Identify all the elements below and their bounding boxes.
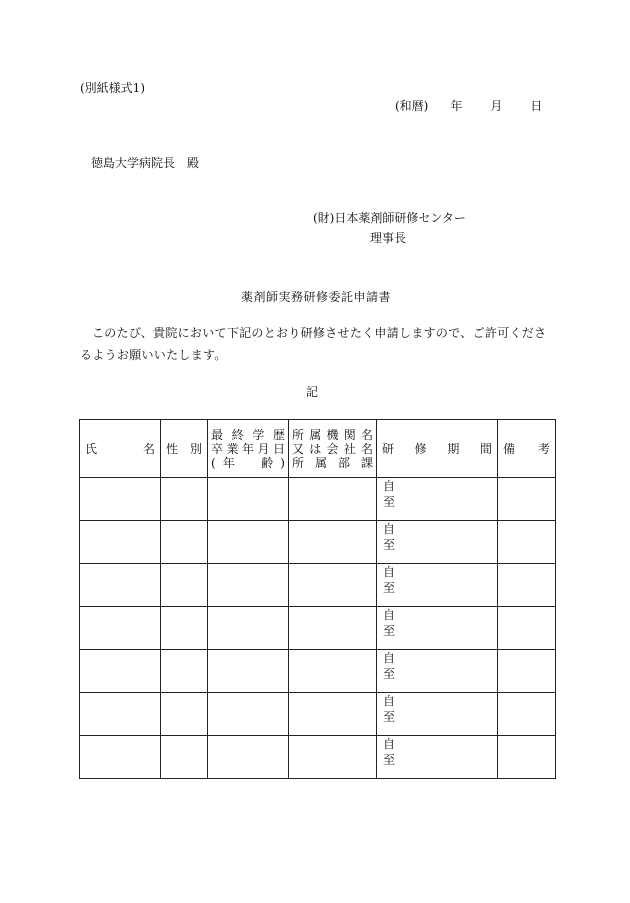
header-period-2: 修 [414, 442, 427, 456]
sex-cell[interactable] [161, 478, 208, 521]
affiliation-cell[interactable] [289, 650, 377, 693]
table-header-row [80, 420, 556, 478]
period-cell[interactable] [377, 478, 498, 521]
header-period-4: 間 [479, 442, 492, 456]
period-to-label: 至 [383, 581, 396, 595]
period-from-label: 自 [383, 694, 396, 708]
remarks-cell[interactable] [498, 564, 556, 607]
period-from-label: 自 [383, 522, 396, 536]
period-cell[interactable] [377, 564, 498, 607]
remarks-cell[interactable] [498, 478, 556, 521]
name-cell[interactable] [80, 607, 161, 650]
education-cell[interactable] [208, 478, 289, 521]
sex-cell[interactable] [161, 607, 208, 650]
header-sex [161, 420, 208, 478]
affiliation-cell[interactable] [289, 736, 377, 779]
period-from-label: 自 [383, 479, 396, 493]
sex-cell[interactable] [161, 736, 208, 779]
header-education-1: 最終学歴 [211, 427, 285, 442]
header-affiliation-1: 所属機関名 [292, 427, 373, 442]
period-cell[interactable] [377, 607, 498, 650]
header-remarks-1: 備 [503, 442, 516, 456]
date-year: 年 [450, 99, 463, 113]
period-to-label: 至 [383, 753, 396, 767]
affiliation-cell[interactable] [289, 521, 377, 564]
date-day: 日 [530, 99, 543, 113]
name-cell[interactable] [80, 564, 161, 607]
education-cell[interactable] [208, 736, 289, 779]
header-education-3: (年 齢) [211, 455, 285, 470]
table-row [80, 693, 556, 736]
table-body [80, 478, 556, 779]
header-period [377, 420, 498, 478]
period-cell[interactable] [377, 736, 498, 779]
period-cell[interactable] [377, 650, 498, 693]
remarks-cell[interactable] [498, 693, 556, 736]
addressee: 徳島大学病院長 殿 [91, 156, 200, 170]
period-cell[interactable] [377, 693, 498, 736]
date-month: 月 [490, 99, 503, 113]
period-to-label: 至 [383, 667, 396, 681]
header-sex-1: 性 [166, 442, 179, 456]
period-cell[interactable] [377, 521, 498, 564]
name-cell[interactable] [80, 521, 161, 564]
education-cell[interactable] [208, 650, 289, 693]
date-era: (和暦) [395, 99, 429, 113]
ki-label: 記 [306, 385, 319, 399]
sender-title: 理事長 [370, 231, 407, 245]
period-to-label: 至 [383, 495, 396, 509]
sex-cell[interactable] [161, 521, 208, 564]
header-sex-2: 別 [189, 442, 202, 456]
header-period-3: 期 [447, 442, 460, 456]
header-remarks [498, 420, 556, 478]
period-from-label: 自 [383, 651, 396, 665]
header-remarks-2: 考 [537, 442, 550, 456]
header-period-1: 研 [382, 442, 395, 456]
form-number-label: (別紙様式1) [80, 81, 145, 95]
education-cell[interactable] [208, 521, 289, 564]
remarks-cell[interactable] [498, 521, 556, 564]
name-cell[interactable] [80, 478, 161, 521]
table-row [80, 564, 556, 607]
header-affiliation-3: 所属部課 [292, 455, 373, 470]
remarks-cell[interactable] [498, 736, 556, 779]
header-education-2: 卒業年月日 [211, 441, 285, 456]
name-cell[interactable] [80, 736, 161, 779]
affiliation-cell[interactable] [289, 478, 377, 521]
header-affiliation-2: 又は会社名 [292, 441, 373, 456]
sex-cell[interactable] [161, 693, 208, 736]
education-cell[interactable] [208, 564, 289, 607]
header-name-1: 氏 [85, 442, 98, 456]
header-name [80, 420, 161, 478]
period-from-label: 自 [383, 608, 396, 622]
affiliation-cell[interactable] [289, 693, 377, 736]
date-line [395, 99, 542, 113]
period-to-label: 至 [383, 710, 396, 724]
period-to-label: 至 [383, 624, 396, 638]
table-row [80, 478, 556, 521]
table-row [80, 736, 556, 779]
period-to-label: 至 [383, 538, 396, 552]
header-education [208, 420, 289, 478]
table-row [80, 607, 556, 650]
name-cell[interactable] [80, 650, 161, 693]
body-paragraph: このたび、貴院において下記のとおり研修させたく申請しますので、ご許可くださるようお願いいたします。 [80, 326, 547, 362]
period-from-label: 自 [383, 737, 396, 751]
header-name-2: 名 [142, 442, 155, 456]
period-from-label: 自 [383, 565, 396, 579]
application-table [79, 419, 556, 779]
header-affiliation [289, 420, 377, 478]
affiliation-cell[interactable] [289, 607, 377, 650]
document-title: 薬剤師実務研修委託申請書 [241, 290, 392, 304]
table-row [80, 650, 556, 693]
education-cell[interactable] [208, 607, 289, 650]
sex-cell[interactable] [161, 650, 208, 693]
education-cell[interactable] [208, 693, 289, 736]
sex-cell[interactable] [161, 564, 208, 607]
remarks-cell[interactable] [498, 650, 556, 693]
table-row [80, 521, 556, 564]
sender-organization: (財)日本薬剤師研修センター [313, 211, 466, 225]
name-cell[interactable] [80, 693, 161, 736]
affiliation-cell[interactable] [289, 564, 377, 607]
remarks-cell[interactable] [498, 607, 556, 650]
